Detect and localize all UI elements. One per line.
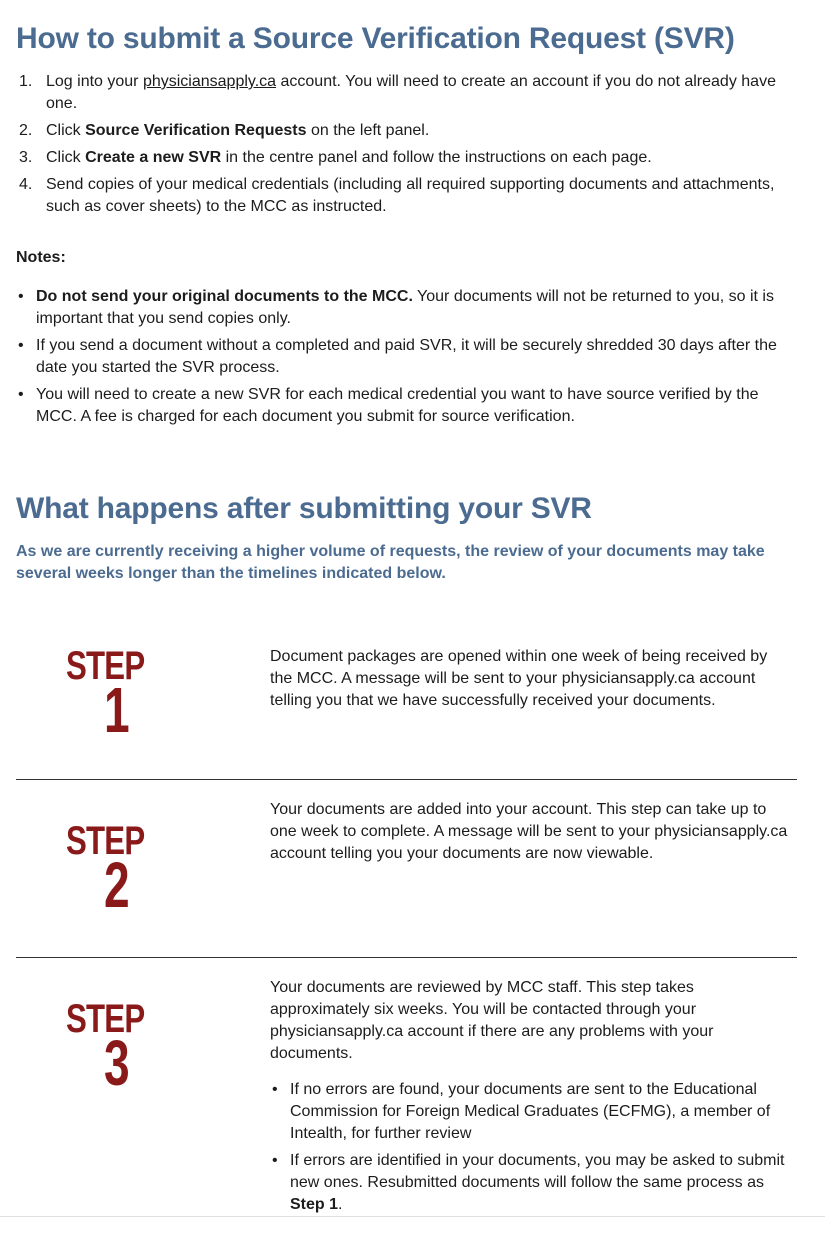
- note-bold: Do not send your original documents to the MCC.: [36, 288, 413, 305]
- list-item: [0, 384, 800, 428]
- step-digit: 2: [104, 849, 130, 921]
- section-title-submit: How to submit a Source Verification Request (SVR): [16, 22, 735, 55]
- step-description: Your documents are reviewed by MCC staff. This step takes approximately six weeks. You will be contacted through your physiciansapply.ca account if there are any problems with your documents.: [270, 979, 714, 1062]
- step-word: STEP: [66, 997, 145, 1041]
- list-number: 2.: [19, 122, 33, 139]
- list-item-text: Log into your: [46, 73, 143, 90]
- divider: [16, 779, 797, 780]
- bullet-icon: •: [18, 288, 24, 305]
- list-number: 4.: [19, 176, 33, 193]
- step-2-mark: [66, 821, 146, 921]
- list-item-text: Click: [46, 122, 86, 139]
- list-item-text: on the left panel.: [306, 122, 430, 139]
- step-digit: 3: [104, 1027, 130, 1099]
- list-item: [0, 71, 790, 115]
- sub-item-text: If no errors are found, your documents are sent to the Educational Commission for Foreign Medical Graduates (ECFMG), a member of Intealth, for further review: [290, 1081, 771, 1142]
- list-item: [0, 120, 790, 142]
- section-subtitle: As we are currently receiving a higher volume of requests, the review of your documents may take several weeks longer than the timelines indicated below.: [16, 543, 765, 582]
- section-title-after: What happens after submitting your SVR: [16, 492, 592, 525]
- bottom-edge-line: [0, 1216, 825, 1217]
- note-text: If you send a document without a completed and paid SVR, it will be securely shredded 30 days after the date you started the SVR process.: [36, 337, 777, 376]
- list-item: [0, 286, 800, 330]
- divider: [16, 957, 797, 958]
- submit-steps-list: [0, 71, 790, 223]
- sub-item-text: If errors are identified in your documents, you may be asked to submit new ones. Resubmitted documents will follow the same process as: [290, 1152, 785, 1191]
- list-number: 1.: [19, 73, 33, 90]
- list-item: [0, 147, 790, 169]
- bullet-icon: •: [18, 337, 24, 354]
- bullet-icon: •: [272, 1081, 278, 1098]
- notes-title: Notes:: [16, 249, 66, 266]
- step-3-text: [270, 977, 790, 1221]
- step-description: Document packages are opened within one week of being received by the MCC. A message will be sent to your physiciansapply.ca account telling you that we have successfully received your documents.: [270, 648, 768, 709]
- step-description: Your documents are added into your account. This step can take up to one week to complete. A message will be sent to your physiciansapply.ca account telling you your documents are now viewable.: [270, 801, 788, 862]
- bullet-icon: •: [18, 386, 24, 403]
- step-1-text: [270, 646, 790, 712]
- note-text: Your documents will not be returned to you, so it is important that you send copies only.: [36, 288, 774, 327]
- list-item-text: in the centre panel and follow the instructions on each page.: [221, 149, 652, 166]
- list-item-bold: Create a new SVR: [85, 149, 222, 166]
- sub-item-text: .: [338, 1196, 343, 1213]
- list-item-text: Click: [46, 149, 86, 166]
- notes-list: [0, 286, 800, 433]
- list-item: [270, 1079, 790, 1145]
- list-item-text: account. You will need to create an account if you do not already have one.: [46, 73, 776, 112]
- list-item: [270, 1150, 790, 1216]
- step-2-text: [270, 799, 790, 865]
- list-item: [0, 335, 800, 379]
- step-word: STEP: [66, 819, 145, 863]
- step-word: STEP: [66, 644, 145, 688]
- list-item: [0, 174, 790, 218]
- note-text: You will need to create a new SVR for each medical credential you want to have source verified by the MCC. A fee is charged for each document you submit for source verification.: [36, 386, 759, 425]
- physiciansapply-link[interactable]: physiciansapply.ca: [142, 73, 277, 90]
- bullet-icon: •: [272, 1152, 278, 1169]
- step-3-sublist: [270, 1079, 790, 1216]
- list-number: 3.: [19, 149, 33, 166]
- list-item-bold: Source Verification Requests: [85, 122, 307, 139]
- sub-item-bold: Step 1: [290, 1196, 339, 1213]
- list-item-text: Send copies of your medical credentials (including all required supporting documents and attachments, such as cover sheets) to the MCC as instructed.: [46, 176, 775, 215]
- step-3-mark: [66, 999, 146, 1099]
- step-digit: 1: [104, 674, 130, 746]
- step-1-mark: [66, 646, 146, 746]
